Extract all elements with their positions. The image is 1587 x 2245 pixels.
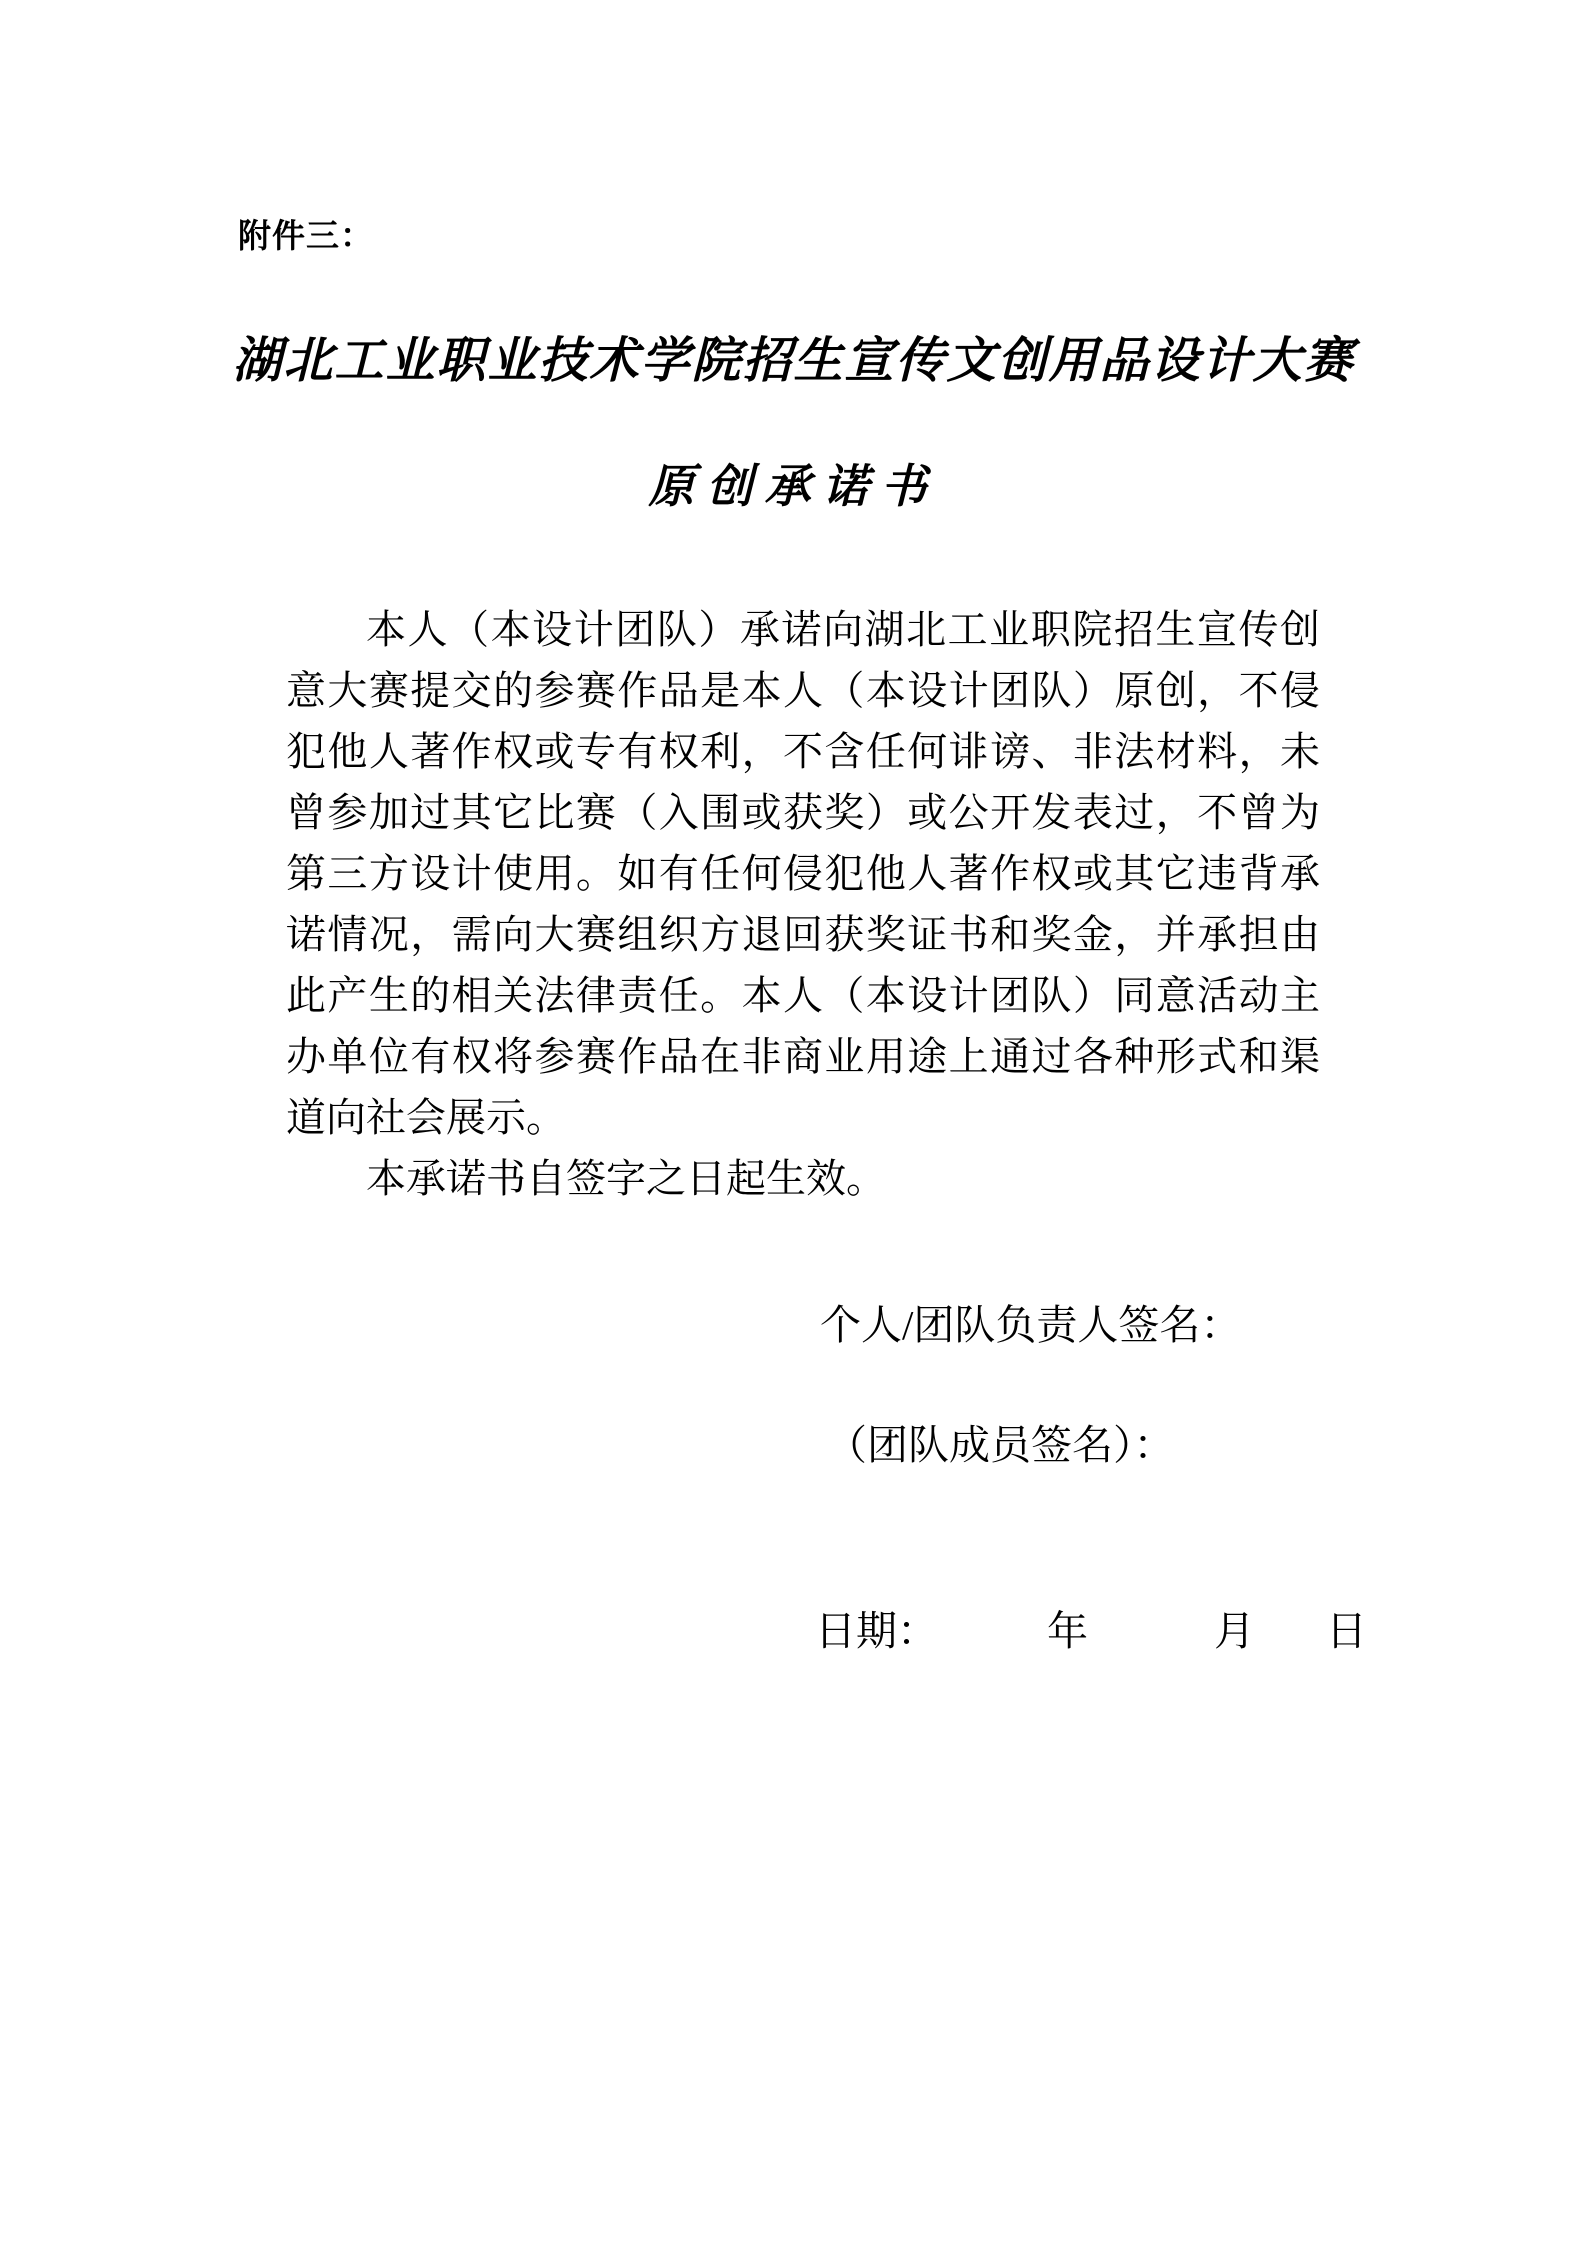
team-members-signature-label: （团队成员签名）： xyxy=(826,1422,1175,1468)
day-label: 日 xyxy=(1326,1608,1367,1654)
document-subtitle: 原创承诺书 xyxy=(648,461,939,512)
date-line xyxy=(0,1598,1587,1658)
year-label: 年 xyxy=(1047,1608,1088,1654)
date-label: 日期： xyxy=(815,1608,938,1654)
attachment-label: 附件三： xyxy=(238,217,374,254)
month-label: 月 xyxy=(1214,1608,1255,1654)
body-paragraph-2: 本承诺书自签字之日起生效。 xyxy=(366,1156,886,1201)
body-paragraph-1: 本人（本设计团队）承诺向湖北工业职院招生宣传创意大赛提交的参赛作品是本人（本设计团队）原创，不侵犯他人著作权或专有权利，不含任何诽谤、非法材料，未曾参加过其它比赛（入围或获奖）或公开发表过，不曾为第三方设计使用。如有任何侵犯他人著作权或其它违背承诺情况，需向大赛组织方退回获奖证书和奖金，并承担由此产生的相关法律责任。本人（本设计团队）同意活动主办单位有权将参赛作品在非商业用途上通过各种形式和渠道向社会展示。 xyxy=(286,607,1320,1140)
document-title: 湖北工业职业技术学院招生宣传文创用品设计大赛 xyxy=(232,333,1355,388)
leader-signature-label: 个人/团队负责人签名： xyxy=(820,1302,1242,1348)
body-text xyxy=(286,599,1320,1209)
